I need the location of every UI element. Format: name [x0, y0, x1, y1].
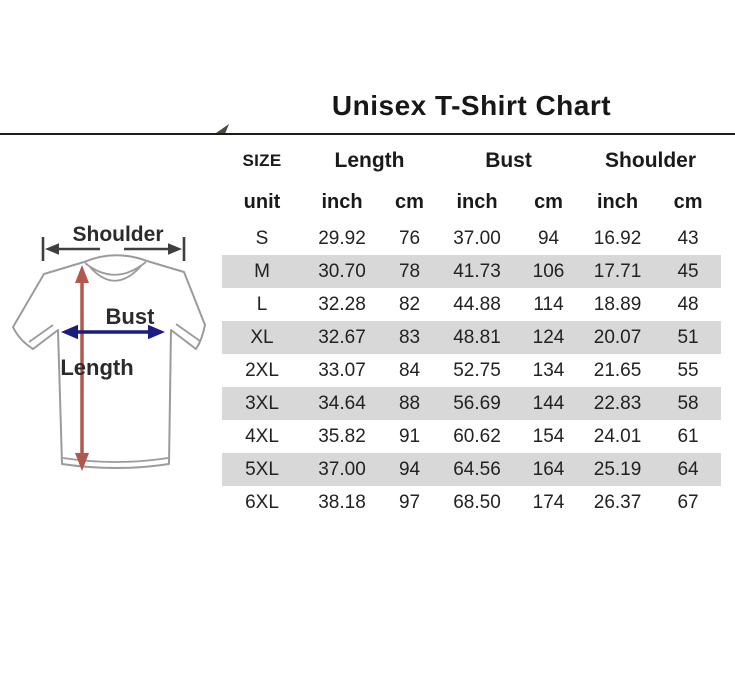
cell-length-cm: 76 [398, 227, 421, 249]
unit-bust-cm: cm [534, 190, 563, 213]
tshirt-measure-diagram [0, 210, 240, 510]
col-header-bust: Bust [485, 149, 532, 172]
cell-length-inch: 33.07 [318, 359, 366, 381]
title-divider [0, 133, 735, 135]
cell-bust-inch: 37.00 [453, 227, 501, 249]
shoulder-label: Shoulder [72, 223, 164, 246]
cell-bust-inch: 68.50 [453, 491, 501, 513]
cell-shoulder-cm: 48 [677, 293, 699, 315]
cell-bust-inch: 41.73 [453, 260, 501, 282]
cell-length-inch: 32.67 [318, 326, 366, 348]
page-title: Unisex T-Shirt Chart [331, 90, 612, 121]
table-group-header-row [222, 140, 721, 182]
cell-length-cm: 82 [398, 293, 421, 315]
col-header-length: Length [334, 149, 405, 172]
cell-size: L [256, 293, 268, 315]
cell-size: 3XL [245, 392, 279, 414]
cell-shoulder-cm: 67 [677, 491, 699, 513]
cell-bust-inch: 60.62 [453, 425, 501, 447]
cell-length-inch: 38.18 [318, 491, 366, 513]
table-row [222, 420, 721, 453]
cell-bust-inch: 48.81 [453, 326, 501, 348]
cell-shoulder-cm: 43 [677, 227, 699, 249]
table-row [222, 321, 721, 354]
length-label: Length [60, 355, 134, 380]
cell-shoulder-cm: 61 [677, 425, 699, 447]
cell-length-cm: 94 [398, 458, 421, 480]
cell-length-cm: 83 [398, 326, 421, 348]
line-tick-mark-icon [216, 124, 229, 133]
col-header-size: SIZE [242, 151, 282, 170]
cell-bust-inch: 44.88 [453, 293, 501, 315]
table-row [222, 288, 721, 321]
cell-size: S [255, 227, 269, 249]
cell-shoulder-cm: 51 [677, 326, 699, 348]
table-row [222, 354, 721, 387]
table-row [222, 387, 721, 420]
cell-bust-cm: 124 [532, 326, 565, 348]
cell-bust-inch: 64.56 [453, 458, 501, 480]
bust-label: Bust [105, 304, 155, 329]
cell-shoulder-inch: 17.71 [593, 260, 642, 282]
unit-bust-inch: inch [456, 190, 498, 213]
cell-bust-inch: 56.69 [453, 392, 501, 414]
table-row [222, 222, 721, 255]
cell-length-cm: 84 [398, 359, 421, 381]
cell-length-inch: 32.28 [318, 293, 366, 315]
cell-size: XL [250, 326, 274, 348]
cell-bust-inch: 52.75 [453, 359, 501, 381]
cell-shoulder-cm: 64 [677, 458, 699, 480]
cell-bust-cm: 144 [532, 392, 565, 414]
size-table [222, 140, 721, 519]
cell-size: M [254, 260, 270, 282]
cell-shoulder-cm: 58 [677, 392, 699, 414]
cell-length-inch: 29.92 [318, 227, 366, 249]
table-row [222, 453, 721, 486]
cell-length-inch: 30.70 [318, 260, 366, 282]
cell-bust-cm: 94 [537, 227, 560, 249]
cell-shoulder-inch: 24.01 [593, 425, 642, 447]
cell-size: 4XL [245, 425, 279, 447]
cell-bust-cm: 106 [532, 260, 565, 282]
cell-shoulder-inch: 20.07 [593, 326, 642, 348]
unit-shoulder-inch: inch [596, 190, 639, 213]
cell-shoulder-cm: 45 [677, 260, 699, 282]
cell-shoulder-inch: 26.37 [593, 491, 642, 513]
cell-bust-cm: 174 [532, 491, 565, 513]
cell-shoulder-inch: 16.92 [593, 227, 642, 249]
cell-shoulder-inch: 25.19 [593, 458, 642, 480]
cell-length-inch: 37.00 [318, 458, 366, 480]
unit-length-inch: inch [321, 190, 363, 213]
cell-length-cm: 78 [398, 260, 421, 282]
cell-length-inch: 34.64 [318, 392, 366, 414]
cell-length-cm: 88 [398, 392, 421, 414]
unit-shoulder-cm: cm [673, 190, 703, 213]
cell-shoulder-inch: 18.89 [593, 293, 642, 315]
cell-size: 5XL [245, 458, 279, 480]
cell-length-inch: 35.82 [318, 425, 366, 447]
cell-size: 6XL [245, 491, 279, 513]
cell-shoulder-cm: 55 [677, 359, 699, 381]
table-row [222, 486, 721, 519]
cell-bust-cm: 154 [532, 425, 565, 447]
table-unit-row [222, 182, 721, 222]
cell-bust-cm: 164 [532, 458, 565, 480]
cell-bust-cm: 114 [533, 293, 564, 315]
cell-bust-cm: 134 [532, 359, 565, 381]
cell-shoulder-inch: 21.65 [593, 359, 642, 381]
unit-length-cm: cm [395, 190, 424, 213]
cell-shoulder-inch: 22.83 [593, 392, 642, 414]
table-row [222, 255, 721, 288]
cell-size: 2XL [245, 359, 279, 381]
cell-length-cm: 97 [398, 491, 421, 513]
cell-length-cm: 91 [398, 425, 421, 447]
col-header-shoulder: Shoulder [605, 149, 697, 172]
unit-row-label: unit [243, 190, 281, 213]
